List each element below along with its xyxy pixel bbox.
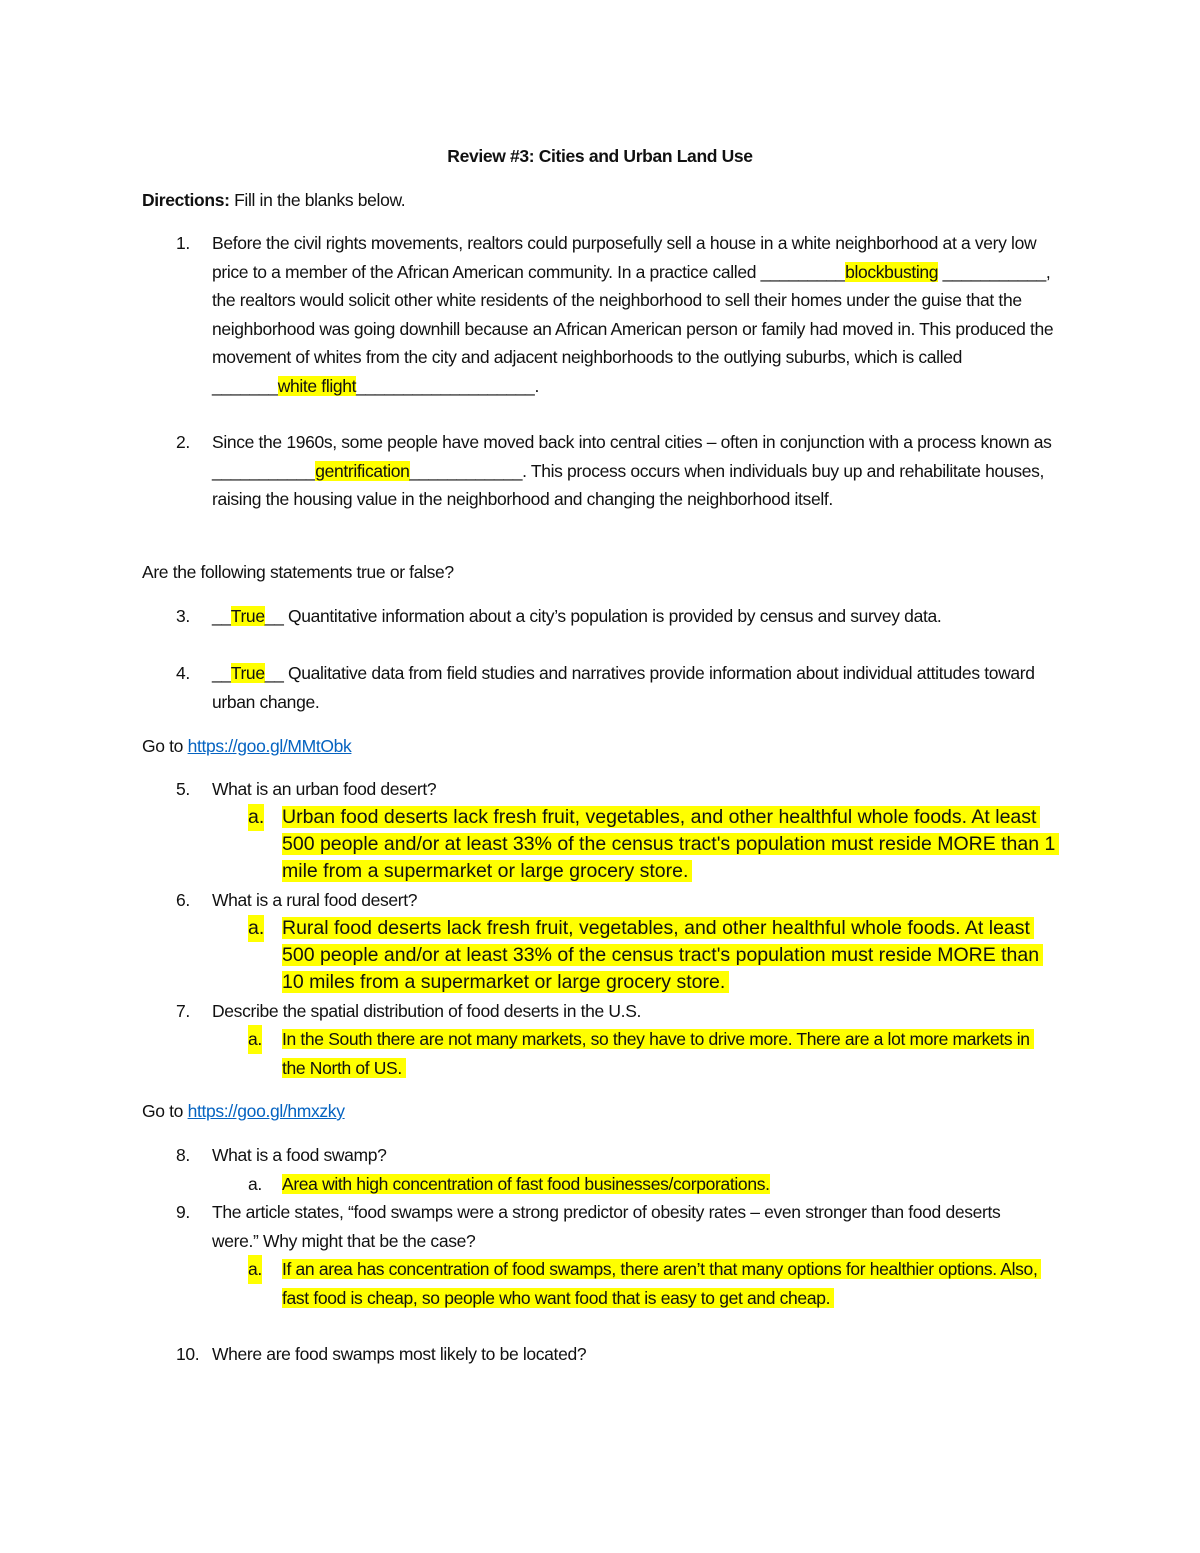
true-false-prompt: Are the following statements true or false? — [142, 562, 454, 582]
directions-label: Directions: — [142, 190, 230, 210]
blank: __ — [264, 663, 284, 683]
directions-text: Fill in the blanks below. — [229, 190, 406, 210]
question-number: 7. — [176, 1001, 190, 1021]
question-number: 1. — [176, 233, 190, 253]
question-9 — [176, 1198, 1046, 1255]
question-text: Describe the spatial distribution of food deserts in the U.S. — [212, 1001, 642, 1021]
blank: _______ — [212, 375, 278, 396]
link-food-swamp[interactable]: https://goo.gl/hmxzky — [187, 1101, 345, 1121]
answer-label: a. — [248, 1255, 262, 1284]
answer-text: Urban food deserts lack fresh fruit, vegetables, and other healthful whole foods. At least 500 people and/or at least 33% of the census tract's population must reside MORE than 1 mile from a supermarket or large grocery store. — [282, 806, 1059, 882]
question-number: 9. — [176, 1202, 190, 1222]
blank: ____________ — [409, 460, 523, 481]
answer-label: a. — [248, 1174, 262, 1194]
answer-label: a. — [248, 804, 264, 831]
question-text: Before the civil rights movements, realtors could purposefully sell a house in a white neighborhood at a very low price to a member of the African American community. In a practice called — [212, 233, 1037, 282]
question-text: Qualitative data from field studies and narratives provide information about individual attitudes toward urban change. — [212, 663, 1035, 712]
question-text: What is a food swamp? — [212, 1145, 387, 1165]
blank: _________ — [760, 261, 846, 282]
answer-white-flight: white flight — [277, 375, 357, 396]
goto-line-1 — [142, 732, 351, 761]
question-text: Quantitative information about a city’s population is provided by census and survey data. — [283, 606, 942, 626]
answer-gentrification: gentrification — [315, 460, 410, 481]
answer-label: a. — [248, 915, 264, 942]
question-number: 5. — [176, 779, 190, 799]
link-food-desert[interactable]: https://goo.gl/MMtObk — [187, 736, 352, 756]
blank: ___________ — [938, 261, 1046, 282]
question-number: 3. — [176, 606, 190, 626]
question-text: Where are food swamps most likely to be located? — [212, 1344, 587, 1364]
goto-line-2 — [142, 1097, 345, 1126]
blank: __ — [212, 606, 231, 626]
answer-text: If an area has concentration of food swamps, there aren’t that many options for healthier options. Also, fast food is cheap, so people who want food that is easy to get and cheap. — [282, 1259, 1041, 1308]
question-2 — [176, 428, 1061, 514]
page-title: Review #3: Cities and Urban Land Use — [447, 146, 753, 166]
question-6 — [176, 886, 1066, 915]
question-1 — [176, 229, 1061, 400]
answer-text: Rural food deserts lack fresh fruit, vegetables, and other healthful whole foods. At least 500 people and/or at least 33% of the census tract's population must reside MORE than 10 miles from a supermarket or large grocery store. — [282, 917, 1043, 993]
question-text: What is a rural food desert? — [212, 890, 418, 910]
answer-text: Area with high concentration of fast food businesses/corporations. — [282, 1174, 770, 1194]
answer-5a — [248, 804, 1063, 885]
question-3 — [176, 602, 1046, 631]
directions — [142, 186, 405, 215]
answer-label: a. — [248, 1025, 262, 1054]
answer-text: In the South there are not many markets, so they have to drive more. There are a lot more markets in the North of US. — [282, 1029, 1034, 1078]
answer-6a — [248, 915, 1063, 996]
question-text: What is an urban food desert? — [212, 779, 437, 799]
question-number: 8. — [176, 1145, 190, 1165]
question-10 — [176, 1340, 1066, 1369]
answer-7a — [248, 1025, 1038, 1082]
blank: ___________________ — [356, 375, 535, 396]
answer-8a — [248, 1170, 1063, 1199]
answer-true: True — [230, 663, 265, 683]
blank: __ — [212, 663, 231, 683]
question-number: 4. — [176, 663, 190, 683]
answer-9a — [248, 1255, 1048, 1312]
question-text: . This process occurs when individuals buy up and rehabilitate houses, raising the housing value in the neighborhood and changing the neighborhood itself. — [212, 460, 1045, 509]
answer-blockbusting: blockbusting — [845, 261, 939, 282]
question-text: Since the 1960s, some people have moved back into central cities – often in conjunction with a process known as — [212, 432, 1052, 452]
question-5 — [176, 775, 1066, 804]
question-8 — [176, 1141, 1066, 1170]
goto-label: Go to — [142, 736, 188, 756]
question-4 — [176, 659, 1061, 716]
period: . — [534, 375, 539, 396]
question-number: 10. — [176, 1344, 200, 1364]
blank: __ — [264, 606, 284, 626]
goto-label: Go to — [142, 1101, 188, 1121]
blank: ___________ — [212, 460, 316, 481]
question-text: The article states, “food swamps were a strong predictor of obesity rates – even stronger than food deserts were.” Why might that be the case? — [212, 1202, 1001, 1251]
answer-true: True — [230, 606, 265, 626]
question-7 — [176, 997, 1066, 1026]
question-number: 6. — [176, 890, 190, 910]
question-text: , the realtors would solicit other white residents of the neighborhood to sell their homes under the guise that the neighborhood was going downhill because an African American person or family had moved in. This produced the movement of whites from the city and adjacent neighborhoods to the outlying suburbs, which is called — [212, 261, 1054, 367]
question-number: 2. — [176, 432, 190, 452]
